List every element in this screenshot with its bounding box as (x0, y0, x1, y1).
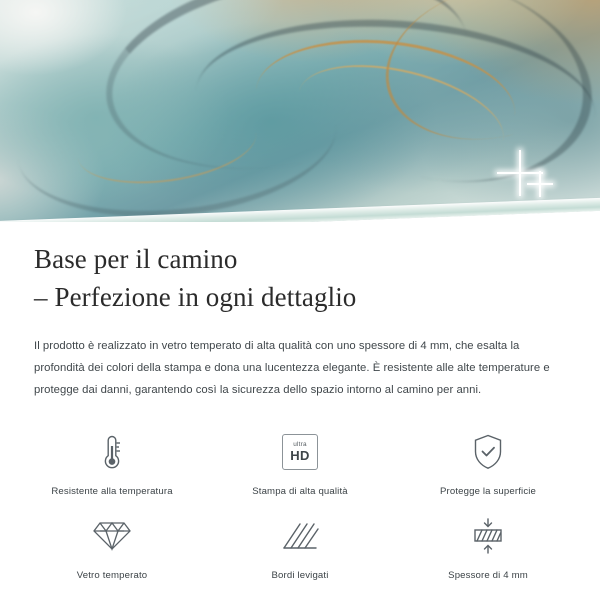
feature-item-polished-edges (206, 511, 394, 581)
text-content (0, 222, 600, 401)
ultra-hd-badge-bottom: HD (290, 447, 310, 463)
hero-image (0, 0, 600, 222)
feature-label: Bordi levigati (271, 569, 329, 581)
feature-item-surface-protection (394, 427, 582, 497)
polished-edges-icon (272, 511, 328, 561)
marble-print-surface (0, 0, 600, 222)
feature-item-print-quality (206, 427, 394, 497)
headline-line-1: Base per il camino (34, 244, 238, 274)
headline-line-2: – Perfezione in ogni dettaglio (34, 282, 357, 313)
ultra-hd-icon (272, 427, 328, 477)
page-title (34, 222, 566, 317)
feature-item-tempered-glass (18, 511, 206, 581)
ultra-hd-badge-top: ultra (293, 440, 307, 448)
thermometer-icon (84, 427, 140, 477)
feature-label: Spessore di 4 mm (448, 569, 528, 581)
feature-item-thickness (394, 511, 582, 581)
feature-label: Protegge la superficie (439, 485, 537, 497)
feature-item-temperature (18, 427, 206, 497)
feature-label: Stampa di alta qualità (252, 485, 348, 497)
shield-check-icon (460, 427, 516, 477)
thickness-arrows-icon (460, 511, 516, 561)
diamond-icon (84, 511, 140, 561)
feature-list (0, 427, 600, 581)
description-paragraph: Il prodotto è realizzato in vetro temperato di alta qualità con uno spessore di 4 mm, che esalta la profondità dei colori della stampa e dona una lucentezza elegante. È resistente alle alte temperature e protegge dai danni, garantendo così la sicurezza dello spazio intorno al camino per anni. (34, 339, 550, 396)
feature-label: Resistente alla temperatura (51, 485, 173, 497)
feature-label: Vetro temperato (76, 569, 148, 581)
